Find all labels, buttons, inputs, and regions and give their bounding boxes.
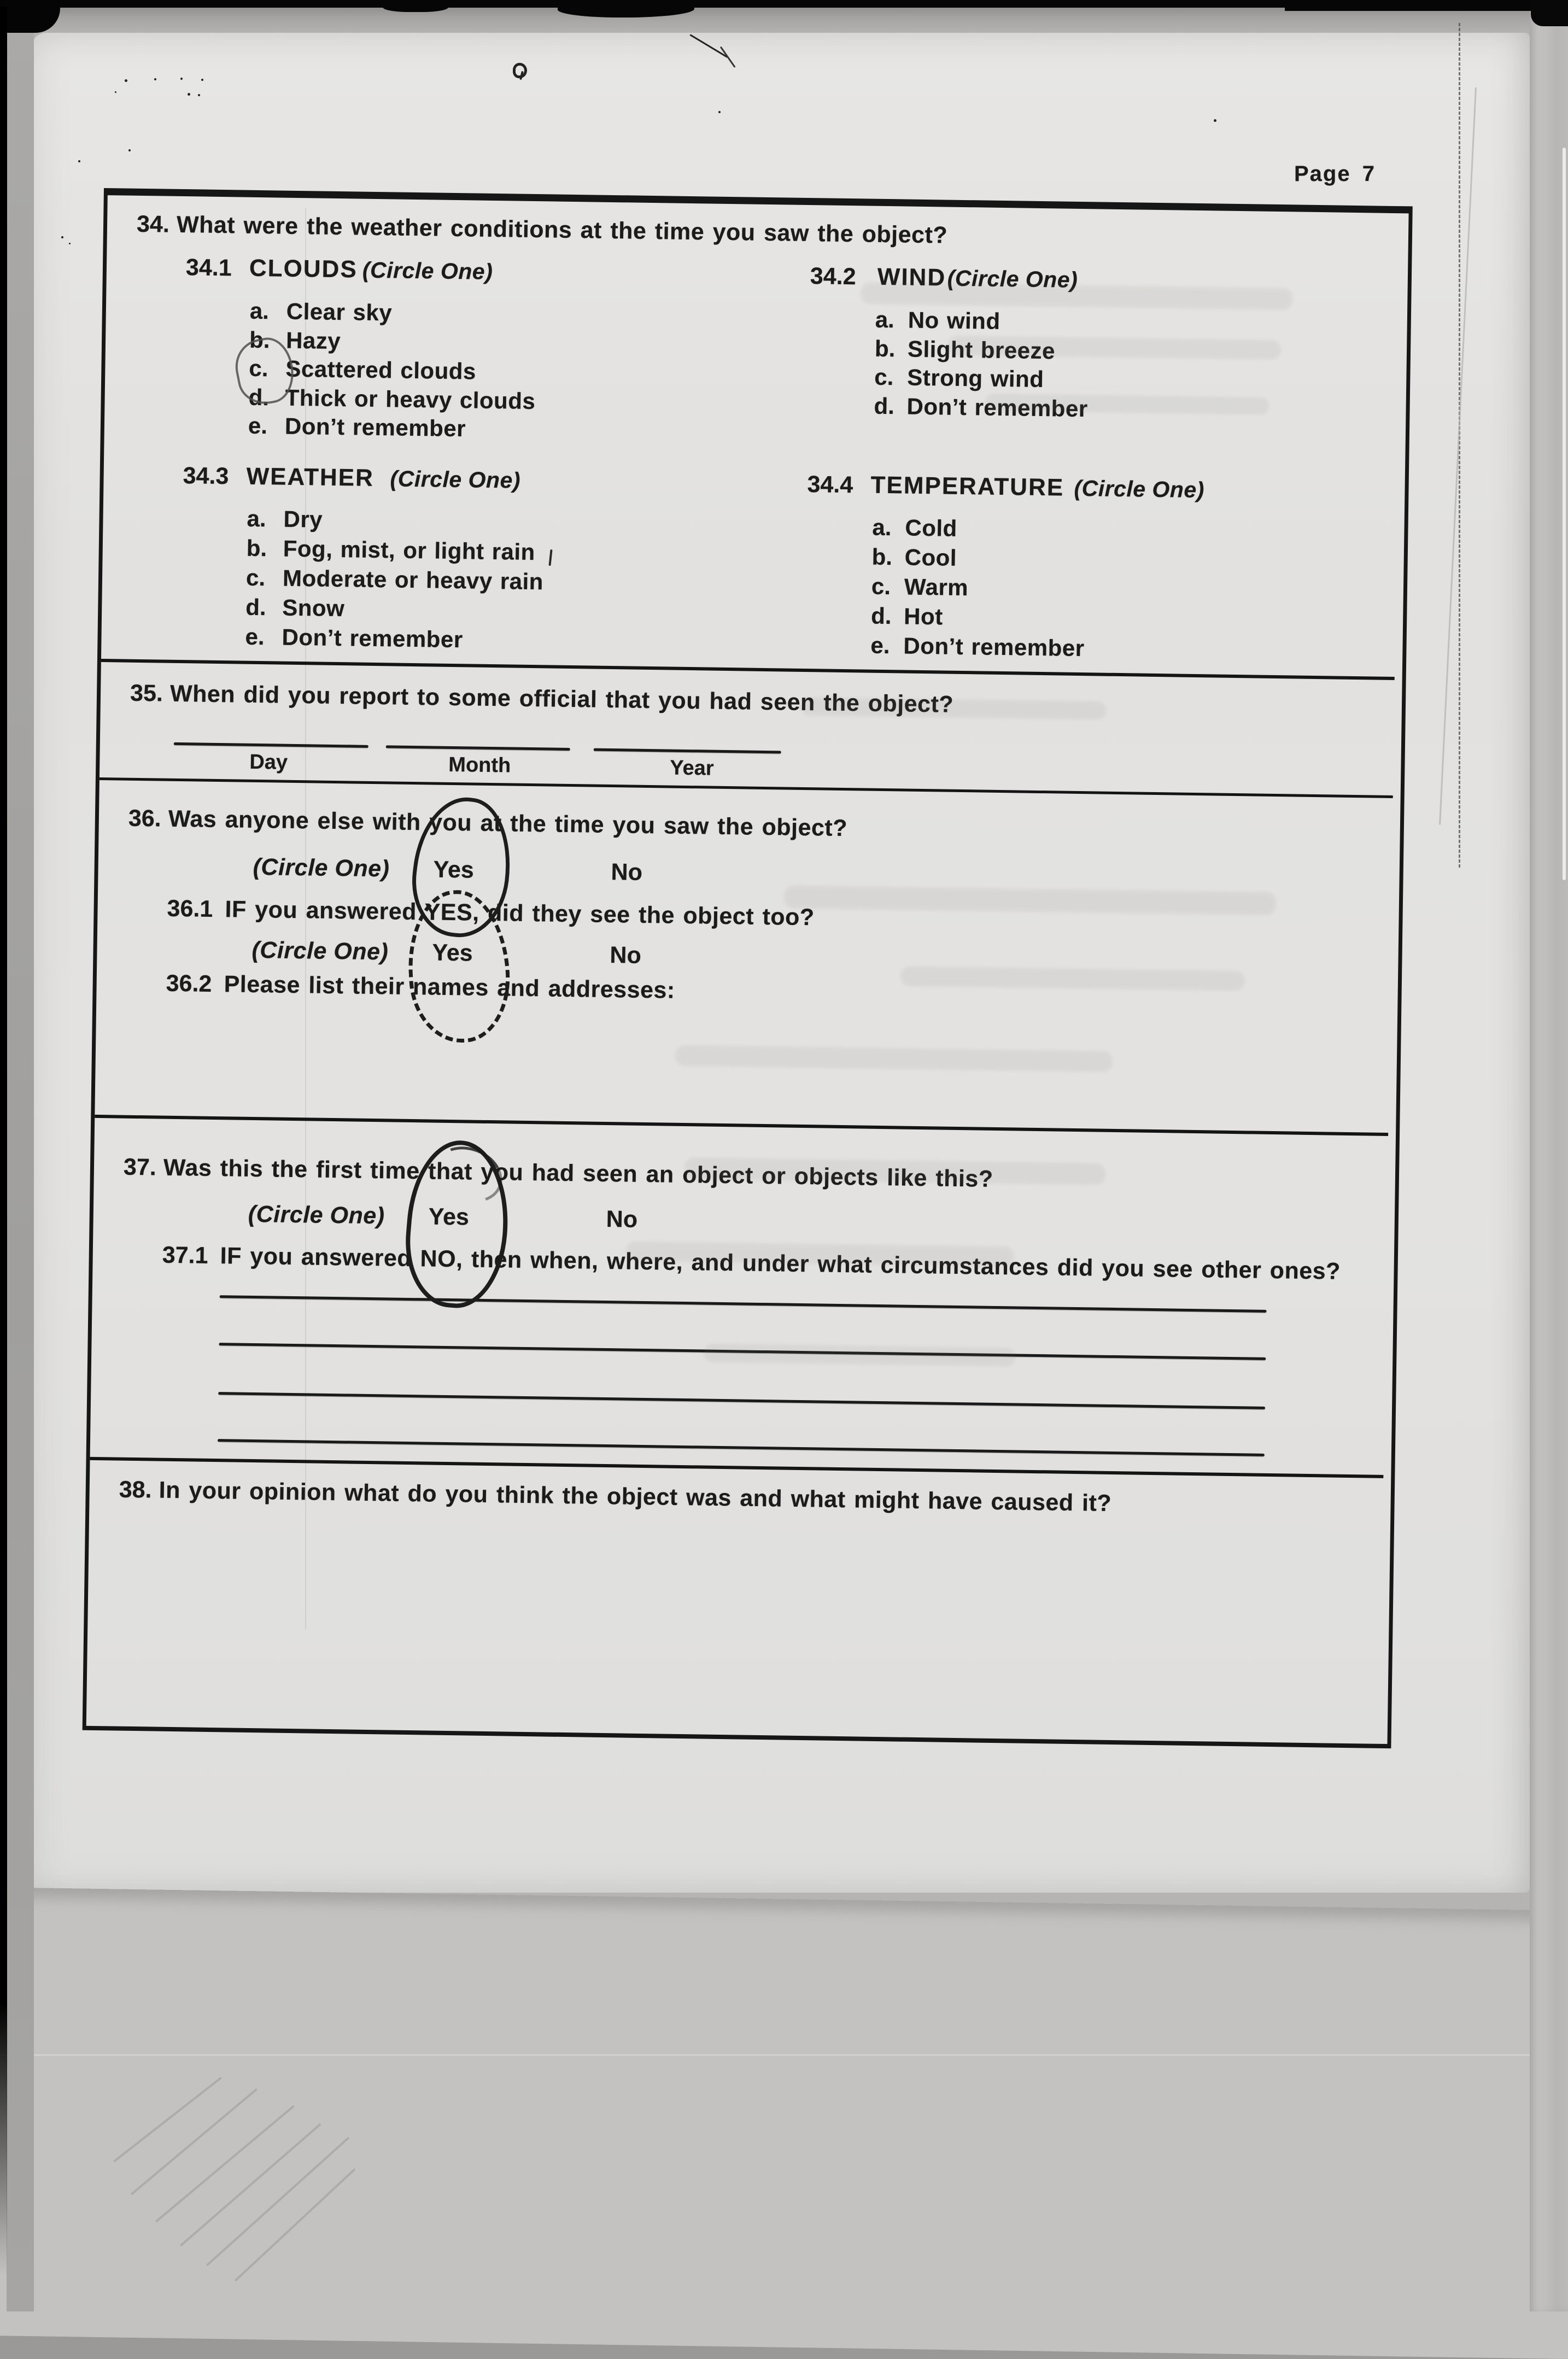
option-wind-a[interactable] xyxy=(875,306,1000,335)
option-text: Don’t remember xyxy=(906,393,1088,422)
option-wind-c[interactable] xyxy=(874,364,1044,393)
option-clouds-e[interactable] xyxy=(248,412,466,443)
option-clouds-a[interactable] xyxy=(250,297,393,327)
answer-line-1[interactable] xyxy=(220,1295,1267,1313)
question-36-yes[interactable]: Yes xyxy=(433,856,475,883)
option-letter: e. xyxy=(870,632,890,659)
ink-speck xyxy=(1214,119,1216,122)
option-weather-c[interactable] xyxy=(246,564,543,596)
ink-speck xyxy=(180,78,183,80)
option-temperature-a[interactable] xyxy=(872,514,957,542)
subsection-34-3-number: 34.3 xyxy=(183,463,229,490)
option-text: Cold xyxy=(905,514,958,541)
question-36-2-number: 36.2 xyxy=(166,970,212,997)
subsection-34-1-number: 34.1 xyxy=(185,254,232,282)
subsection-34-1-header xyxy=(186,253,493,286)
section-divider xyxy=(95,1115,1388,1136)
ink-speck xyxy=(128,149,131,151)
scan-edge-artifact xyxy=(383,0,448,12)
option-text: Dry xyxy=(283,506,323,532)
question-36-number: 36. xyxy=(128,805,162,832)
question-38 xyxy=(119,1476,1111,1518)
questionnaire-box xyxy=(83,188,1413,1748)
subsection-34-4-number: 34.4 xyxy=(807,471,853,499)
option-letter: b. xyxy=(871,543,893,570)
option-weather-d[interactable] xyxy=(245,594,345,623)
day-field-label: Day xyxy=(249,750,288,774)
option-text: Scattered clouds xyxy=(285,355,477,384)
ink-speck xyxy=(78,160,80,162)
option-temperature-c[interactable] xyxy=(871,573,969,601)
ink-speck xyxy=(718,111,721,113)
scan-edge-left xyxy=(0,7,7,2275)
bleed-through-mark xyxy=(861,282,1292,310)
option-letter: c. xyxy=(245,564,266,591)
question-36-1-no[interactable]: No xyxy=(610,942,642,969)
option-text: Snow xyxy=(282,594,345,622)
subsection-34-1-title: CLOUDS xyxy=(249,254,358,283)
ink-speck xyxy=(115,91,116,93)
ink-speck xyxy=(188,93,190,96)
question-34-text: What were the weather conditions at the time you saw the object? xyxy=(176,211,948,249)
year-field-line[interactable] xyxy=(594,748,781,754)
option-text: Strong wind xyxy=(906,364,1044,393)
question-35-text: When did you report to some official that you had seen the object? xyxy=(169,680,954,718)
ink-speck xyxy=(201,79,203,81)
option-letter: a. xyxy=(875,306,895,333)
option-letter: a. xyxy=(247,505,266,532)
scan-left-margin-band xyxy=(7,7,34,2311)
option-letter: b. xyxy=(246,535,267,561)
page-number-label: Page 7 xyxy=(1294,162,1376,186)
option-text: Moderate or heavy rain xyxy=(282,565,544,595)
question-38-number: 38. xyxy=(119,1476,152,1503)
option-text: No wind xyxy=(908,307,1001,334)
bleed-through-mark xyxy=(784,885,1276,915)
answer-line-3[interactable] xyxy=(218,1392,1265,1409)
option-temperature-e[interactable] xyxy=(870,632,1085,662)
question-36-2-text: Please list their names and addresses: xyxy=(224,971,676,1004)
question-37-1-number: 37.1 xyxy=(162,1242,208,1269)
question-36-1-yes[interactable]: Yes xyxy=(432,939,473,967)
year-field-label: Year xyxy=(670,756,714,780)
question-34-number: 34. xyxy=(136,210,170,238)
question-36-text: Was anyone else with you at the time you saw the object? xyxy=(168,805,848,842)
option-text: Warm xyxy=(904,573,969,601)
month-field-label: Month xyxy=(448,753,511,777)
bleed-through-mark xyxy=(704,1344,1015,1367)
section-divider xyxy=(101,659,1395,680)
circle-one-instruction: (Circle One) xyxy=(947,265,1078,292)
scan-artifact-line xyxy=(0,2054,1568,2056)
option-text: Don’t remember xyxy=(903,633,1085,662)
scan-edge-highlight xyxy=(1563,148,1566,880)
option-text: Cool xyxy=(904,544,957,571)
option-letter: c. xyxy=(871,573,891,600)
circle-one-instruction: (Circle One) xyxy=(248,1201,385,1230)
option-text: Clear sky xyxy=(286,298,393,326)
question-37-number: 37. xyxy=(123,1154,157,1181)
option-letter: d. xyxy=(870,602,892,629)
scanner-bed-below-page xyxy=(0,1887,1568,2359)
option-letter: e. xyxy=(245,623,265,650)
subsection-34-2-title: WIND xyxy=(877,263,946,291)
option-text: Don’t remember xyxy=(282,624,463,653)
option-weather-b[interactable] xyxy=(246,535,535,566)
circle-one-instruction: (Circle One) xyxy=(390,466,521,493)
option-weather-e[interactable] xyxy=(245,623,463,654)
option-letter: b. xyxy=(874,335,896,362)
subsection-34-4-header xyxy=(807,470,1204,504)
option-temperature-d[interactable] xyxy=(871,602,943,631)
answer-line-4[interactable] xyxy=(218,1439,1265,1456)
option-letter: a. xyxy=(872,514,892,541)
option-letter: b. xyxy=(249,326,270,353)
question-35-number: 35. xyxy=(130,680,163,707)
scan-corner-top-right xyxy=(1531,0,1568,26)
question-36-1-text: IF you answered YES, did they see the object too? xyxy=(225,896,815,931)
option-weather-a[interactable] xyxy=(247,505,323,534)
month-field-line[interactable] xyxy=(386,745,570,751)
question-36-no[interactable]: No xyxy=(611,859,643,886)
scan-edge-artifact xyxy=(558,0,694,17)
question-36-1-number: 36.1 xyxy=(167,895,213,922)
ink-speck xyxy=(154,78,156,80)
option-text: Slight breeze xyxy=(907,336,1056,364)
option-letter: d. xyxy=(874,393,895,419)
subsection-34-2-number: 34.2 xyxy=(810,263,856,290)
ink-speck xyxy=(198,94,200,96)
ink-speck xyxy=(125,79,127,82)
option-temperature-b[interactable] xyxy=(871,543,957,572)
day-field-line[interactable] xyxy=(174,742,368,748)
option-letter: c. xyxy=(874,364,894,390)
scan-edge-top-right xyxy=(1285,0,1568,11)
subsection-34-4-title: TEMPERATURE xyxy=(870,471,1064,501)
ink-speck xyxy=(69,243,71,244)
option-text: Thick or heavy clouds xyxy=(285,384,536,414)
subsection-34-3-header xyxy=(183,461,520,495)
subsection-34-3-title: WEATHER xyxy=(246,463,375,491)
option-text: Fog, mist, or light rain xyxy=(283,535,536,565)
circle-one-instruction: (Circle One) xyxy=(251,936,389,965)
option-letter: a. xyxy=(249,297,270,324)
question-38-text: In your opinion what do you think the object was and what might have caused it? xyxy=(159,1477,1112,1517)
circle-one-instruction: (Circle One) xyxy=(253,853,390,882)
bleed-through-mark xyxy=(675,1045,1113,1072)
circle-one-instruction: (Circle One) xyxy=(362,257,493,284)
question-37-text: Was this the first time that you had seen an object or objects like this? xyxy=(163,1154,993,1192)
option-letter: d. xyxy=(245,594,266,621)
section-divider xyxy=(90,1457,1384,1478)
ink-speck xyxy=(61,236,63,238)
question-37-no[interactable]: No xyxy=(606,1206,638,1233)
question-37-1-text: IF you answered NO, then when, where, and under what circumstances did you see other ones? xyxy=(220,1243,1341,1285)
option-clouds-d[interactable] xyxy=(248,384,535,415)
circle-one-instruction: (Circle One) xyxy=(1074,475,1205,503)
option-letter: d. xyxy=(248,384,270,411)
option-letter: c. xyxy=(249,355,268,382)
question-34 xyxy=(137,210,948,250)
section-divider xyxy=(100,777,1393,798)
option-text: Hot xyxy=(903,603,944,630)
bleed-through-mark xyxy=(900,966,1245,991)
option-text: Don’t remember xyxy=(284,413,466,442)
option-text: Hazy xyxy=(285,327,341,354)
question-37-yes[interactable]: Yes xyxy=(428,1203,470,1231)
option-letter: e. xyxy=(248,412,268,439)
